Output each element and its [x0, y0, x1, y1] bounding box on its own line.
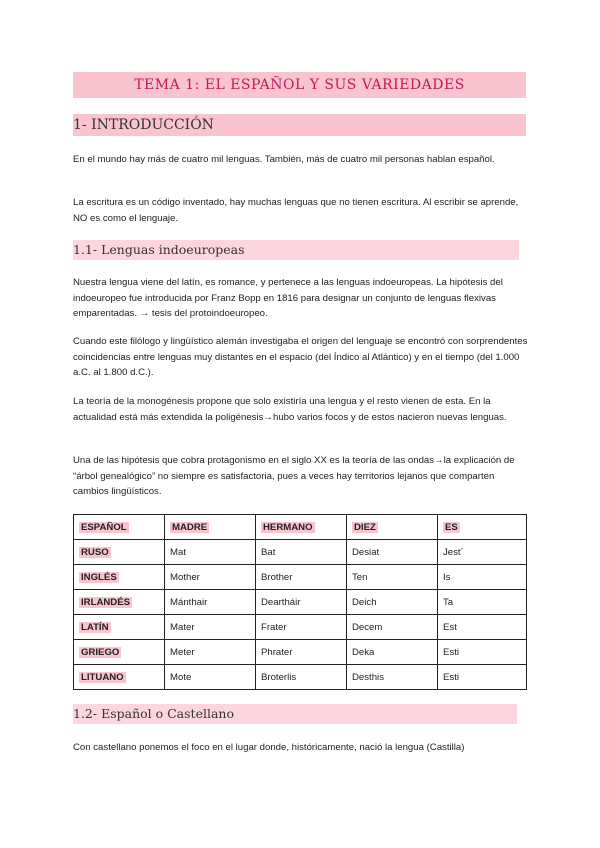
table-cell: Mater [165, 615, 256, 640]
table-cell: Mote [165, 665, 256, 690]
table-cell: Decem [347, 615, 438, 640]
paragraph: La escritura es un código inventado, hay muchas lenguas que no tienen escritura. Al escribir se aprende, NO es como el lenguaje. [73, 197, 519, 224]
table-header-row [74, 515, 527, 540]
language-comparison-table [73, 514, 527, 690]
table-row [74, 565, 527, 590]
paragraph: En el mundo hay más de cuatro mil lenguas. También, más de cuatro mil personas hablan español. [73, 154, 495, 165]
document-title: TEMA 1: EL ESPAÑOL Y SUS VARIEDADES [73, 72, 526, 98]
table-row [74, 665, 527, 690]
table-cell: Ta [438, 590, 527, 615]
table-row-label: LATÍN [74, 615, 165, 640]
table-cell: Mat [165, 540, 256, 565]
table-header-cell: ES [438, 515, 527, 540]
table-row-label: INGLÉS [74, 565, 165, 590]
table-cell: Deartháir [256, 590, 347, 615]
table-cell: Deich [347, 590, 438, 615]
table-cell: Brother [256, 565, 347, 590]
section-heading-introduccion: 1- INTRODUCCIÓN [73, 114, 526, 136]
table-row [74, 640, 527, 665]
table-cell: Deka [347, 640, 438, 665]
table-header-cell: ESPAÑOL [74, 515, 165, 540]
table-row-label: RUSO [74, 540, 165, 565]
table-cell: Broterlis [256, 665, 347, 690]
table-row-label: IRLANDÉS [74, 590, 165, 615]
table-cell: Desiat [347, 540, 438, 565]
table-cell: Meter [165, 640, 256, 665]
table-cell: Desthis [347, 665, 438, 690]
subsection-heading-lenguas-indoeuropeas: 1.1- Lenguas indoeuropeas [73, 240, 519, 260]
table-cell: Est [438, 615, 527, 640]
paragraph: Con castellano ponemos el foco en el lugar donde, históricamente, nació la lengua (Castilla) [73, 742, 465, 753]
table-cell: Is [438, 565, 527, 590]
table-cell: Ten [347, 565, 438, 590]
paragraph: Una de las hipótesis que cobra protagonismo en el siglo XX es la teoría de las ondas→la explicación de “árbol genealógico” no siempre es satisfactoria, pues a veces hay territorios lejanos que comparten cambios lingüísticos. [73, 455, 515, 497]
paragraph: La teoría de la monogénesis propone que solo existiría una lengua y el resto vienen de esta. En la actualidad está más extendida la poligénesis→hubo varios focos y de estos nacieron nuevas lenguas. [73, 396, 507, 423]
table-cell: Jest´ [438, 540, 527, 565]
table-row-label: GRIEGO [74, 640, 165, 665]
table-row [74, 540, 527, 565]
table-cell: Mánthair [165, 590, 256, 615]
table-header-cell: DIEZ [347, 515, 438, 540]
table-row-label: LITUANO [74, 665, 165, 690]
table-cell: Esti [438, 640, 527, 665]
table-cell: Bat [256, 540, 347, 565]
table-cell: Esti [438, 665, 527, 690]
table-header-cell: HERMANO [256, 515, 347, 540]
table-cell: Mother [165, 565, 256, 590]
table-row [74, 615, 527, 640]
subsection-heading-espanol-castellano: 1.2- Español o Castellano [73, 704, 517, 724]
table-row [74, 590, 527, 615]
paragraph: Nuestra lengua viene del latín, es romance, y pertenece a las lenguas indoeuropeas. La hipótesis del indoeuropeo fue introducida por Franz Bopp en 1816 para designar un conjunto de lenguas flexivas emparentadas. → tesis del protoindoeuropeo. [73, 277, 503, 319]
paragraph: Cuando este filólogo y lingüístico alemán investigaba el origen del lenguaje se encontró con sorprendentes coincidencias entre lenguas muy distantes en el espacio (del Índico al Atlántico) y en el tiempo (del 1.000 a.C. al 1.800 d.C.). [73, 336, 528, 378]
table-header-cell: MADRE [165, 515, 256, 540]
table-cell: Phrater [256, 640, 347, 665]
table-cell: Frater [256, 615, 347, 640]
